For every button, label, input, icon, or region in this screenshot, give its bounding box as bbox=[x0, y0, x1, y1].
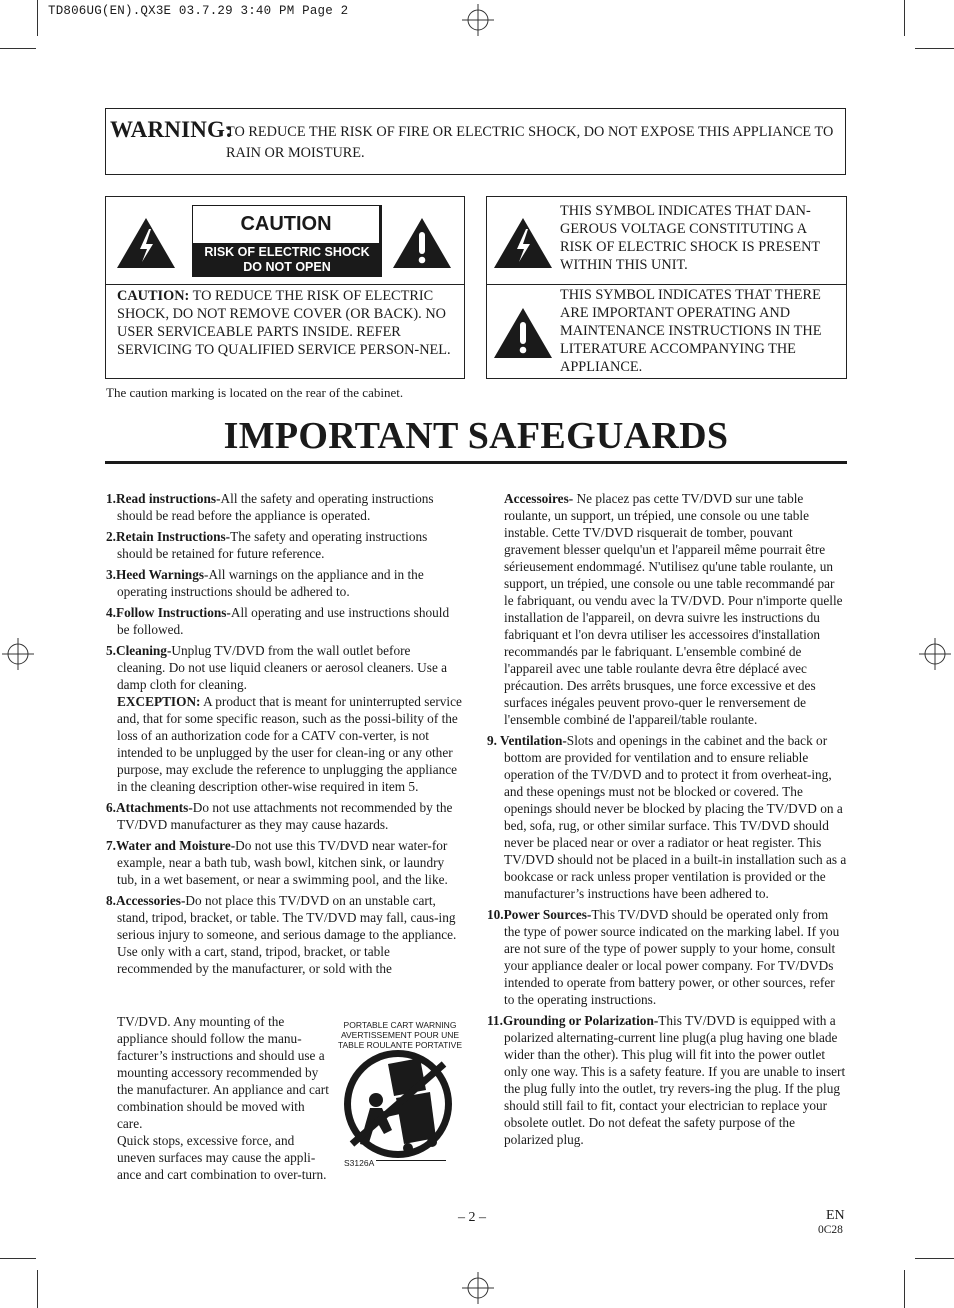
lightning-triangle-icon bbox=[116, 217, 176, 269]
registration-mark-icon bbox=[2, 638, 34, 670]
crop-mark bbox=[915, 1258, 954, 1259]
item-body: Do not use this TV/DVD near water-for example, near a bath tub, wash bowl, kitchen sink, or laundry tub, in a wet basement, or near a swimming pool, and the like. bbox=[117, 838, 448, 887]
cart-graphic-code: S3126A bbox=[344, 1158, 375, 1168]
caution-body: TO REDUCE THE RISK OF ELECTRIC SHOCK, DO NOT REMOVE COVER (OR BACK). NO USER SERVICEABLE PARTS INSIDE. REFER SERVICING TO QUALIFIED SERVICE PERSON-NEL. bbox=[117, 288, 451, 358]
caution-text bbox=[117, 287, 457, 359]
exception-head: EXCEPTION: bbox=[117, 694, 201, 709]
caution-label-title: CAUTION bbox=[193, 206, 379, 243]
safeguard-item bbox=[487, 1012, 847, 1148]
caution-label-sub bbox=[192, 245, 382, 275]
warning-text: TO REDUCE THE RISK OF FIRE OR ELECTRIC SHOCK, DO NOT EXPOSE THIS APPLIANCE TO RAIN OR MOISTURE. bbox=[226, 124, 834, 161]
item-body: All operating and use instructions should be followed. bbox=[117, 605, 450, 637]
page-number: – 2 – bbox=[458, 1210, 486, 1225]
cart-caption-line-1: PORTABLE CART WARNING bbox=[343, 1020, 457, 1030]
caution-sub-line-1: RISK OF ELECTRIC SHOCK bbox=[204, 245, 370, 259]
caution-label bbox=[192, 205, 382, 277]
safeguard-item bbox=[487, 732, 847, 902]
caution-sub-line-2: DO NOT OPEN bbox=[243, 260, 331, 274]
caution-lead: CAUTION: bbox=[117, 288, 190, 304]
crop-mark bbox=[37, 0, 38, 36]
item-head: 8.Accessories- bbox=[106, 893, 186, 908]
item-body: Do not use attachments not recommended by the TV/DVD manufacturer as they may cause hazards. bbox=[117, 800, 453, 832]
warning-box bbox=[105, 108, 846, 175]
crop-mark bbox=[0, 48, 36, 49]
divider bbox=[487, 284, 846, 285]
title-rule bbox=[105, 461, 847, 464]
item8-quick-stops-text: Quick stops, excessive force, and uneven surfaces may cause the appli-ance and cart combination to over-turn. bbox=[117, 1133, 327, 1182]
language-code: EN bbox=[826, 1208, 845, 1223]
symbol-text-exclamation: THIS SYMBOL INDICATES THAT THERE ARE IMPORTANT OPERATING AND MAINTENANCE INSTRUCTIONS IN THE LITERATURE ACCOMPANYING THE APPLIANCE. bbox=[560, 287, 822, 375]
safeguard-item bbox=[106, 892, 462, 977]
safeguard-item bbox=[106, 799, 462, 833]
caution-location-note: The caution marking is located on the rear of the cabinet. bbox=[106, 385, 404, 400]
document-code: 0C28 bbox=[818, 1224, 843, 1236]
cart-caption-line-3: TABLE ROULANTE PORTATIVE bbox=[337, 1040, 463, 1050]
symbol-text-lightning: THIS SYMBOL INDICATES THAT DAN-GEROUS VOLTAGE CONSTITUTING A RISK OF ELECTRIC SHOCK IS PRESENT WITHIN THIS UNIT. bbox=[560, 203, 820, 273]
right-column bbox=[487, 490, 847, 1152]
lightning-triangle-icon bbox=[493, 217, 553, 269]
item-body: This TV/DVD is equipped with a polarized alternating-current line plug(a plug having one blade wider than the other). This plug will fit into the power outlet only one way. This is a safety feature. If you are unable to insert the plug fully into the outlet, try revers-ing the plug. If the plug should still fail to fit, contact your electrician to replace your obsolete outlet. Do not defeat the safety purpose of the polarized plug. bbox=[504, 1013, 846, 1147]
crop-mark bbox=[37, 1270, 38, 1308]
item-head: 9. Ventilation- bbox=[487, 733, 567, 748]
item-body: This TV/DVD should be operated only from the type of power source indicated on the marking label. If you are not sure of the type of power supply to your home, consult your appliance dealer or local power company. For TV/DVDs intended to operate from battery power, or other sources, refer to the operating instructions. bbox=[504, 907, 840, 1007]
item-head: 1.Read instructions- bbox=[106, 491, 221, 506]
item-head: 6.Attachments- bbox=[106, 800, 193, 815]
exception-body: A product that is meant for uninterrupted service and, that for some specific reason, such as the possi-bility of the loss of an authorization code for a CATV con-verter, is not intended to be unplugged by the user for clean-ing or any other purpose, may exclude the reference to unplugging the appliance in the cleaning description other-wise required in item 5. bbox=[117, 694, 462, 794]
safeguard-item bbox=[106, 490, 462, 524]
exclamation-triangle-icon bbox=[392, 217, 452, 269]
warning-lead: WARNING: bbox=[110, 117, 233, 142]
print-slug: TD806UG(EN).QX3E 03.7.29 3:40 PM Page 2 bbox=[48, 4, 349, 18]
crop-mark bbox=[0, 1258, 36, 1259]
registration-mark-icon bbox=[462, 1272, 494, 1304]
item-head: 3.Heed Warnings bbox=[106, 567, 205, 582]
item-body: Unplug TV/DVD from the wall outlet before cleaning. Do not use liquid cleaners or aerosol cleaners. Use a damp cloth for cleaning. bbox=[117, 643, 448, 692]
divider bbox=[106, 284, 464, 285]
item8-mounting-text: TV/DVD. Any mounting of the appliance should follow the manu-facturer’s instructions and should use a mounting accessory recommended by the manufacturer. An appliance and cart combination should be moved with care. bbox=[117, 1014, 329, 1131]
french-accessories bbox=[487, 490, 847, 728]
left-column bbox=[106, 490, 462, 981]
cart-warning-caption bbox=[330, 1020, 470, 1050]
item8-continued bbox=[117, 1013, 332, 1183]
registration-mark-icon bbox=[919, 638, 951, 670]
safeguard-item bbox=[106, 566, 462, 600]
item-body: The safety and operating instructions should be retained for future reference. bbox=[117, 529, 428, 561]
safeguard-item bbox=[106, 837, 462, 888]
french-head: Accessoires- bbox=[504, 491, 574, 506]
tipping-cart-icon bbox=[338, 1050, 462, 1160]
item-body: -All warnings on the appliance and in the operating instructions should be adhered to. bbox=[117, 567, 424, 599]
safeguard-item bbox=[106, 528, 462, 562]
item-body: All the safety and operating instructions should be read before the appliance is operated. bbox=[117, 491, 434, 523]
item-head: 10.Power Sources- bbox=[487, 907, 592, 922]
crop-mark bbox=[904, 0, 905, 36]
safeguard-item bbox=[487, 906, 847, 1008]
crop-mark bbox=[915, 48, 954, 49]
symbol-explanation-box bbox=[486, 196, 847, 379]
cart-caption-line-2: AVERTISSEMENT POUR UNE bbox=[340, 1030, 460, 1040]
item-head: 5.Cleaning- bbox=[106, 643, 172, 658]
exclamation-triangle-icon bbox=[493, 307, 553, 359]
item-head: 2.Retain Instructions- bbox=[106, 529, 231, 544]
item-body: Slots and openings in the cabinet and the back or bottom are provided for ventilation and to ensure reliable operation of the TV/DVD and to protect it from overheat-ing, and these openings must not be blocked or covered. The openings should never be blocked by placing the TV/DVD on a bed, sofa, rug, or other similar surface. This TV/DVD should never be placed near or over a radiator or heat register. This TV/DVD should not be placed in a built-in installation such as a bookcase or rack unless proper ventilation is provided or the manufacturer’s instructions have been adhered to. bbox=[504, 733, 847, 901]
item-head: 4.Follow Instructions- bbox=[106, 605, 231, 620]
item-head: 7.Water and Moisture- bbox=[106, 838, 236, 853]
registration-mark-icon bbox=[462, 4, 494, 36]
safeguard-item bbox=[106, 642, 462, 795]
cart-baseline bbox=[376, 1160, 446, 1161]
french-body: Ne placez pas cette TV/DVD sur une table roulante, un support, un trépied, une console ou une table instable. Cette TV/DVD risquerait de tomber, pouvant gravement blesser quelqu'un et l'appareil même pourrait être sérieusement endommagé. N'utilisez qu'une table roulante, un support, un trépied, une console ou une table recommandé par le fabriquant, ou vendu avec la TV/DVD. Pour n'importe quelle installation de l'appareil, on devra suivre les instructions du fabriquant et l'on devra utiliser les accessoires d'installation recommandés par le fabriquant. L'ensemble combiné de l'appareil avec une table roulante devra être déplacé avec précaution. Des arrêts brusques, une force excessive et des surfaces inégales peuvent provo-quer le renversement de l'ensemble combiné de l'appareil/table roulante. bbox=[504, 491, 843, 727]
caution-box bbox=[105, 196, 465, 379]
item-head: 11.Grounding or Polarization- bbox=[487, 1013, 659, 1028]
page-title: IMPORTANT SAFEGUARDS bbox=[223, 415, 729, 457]
exception-paragraph bbox=[117, 693, 462, 795]
safeguard-item bbox=[106, 604, 462, 638]
item-body: Do not place this TV/DVD on an unstable cart, stand, tripod, bracket, or table. The TV/DVD may fall, caus-ing serious injury to someone, and serious damage to the appliance. Use only with a cart, stand, tripod, bracket, or table recommended by the manufacturer, or sold with the bbox=[117, 893, 457, 976]
crop-mark bbox=[904, 1270, 905, 1308]
